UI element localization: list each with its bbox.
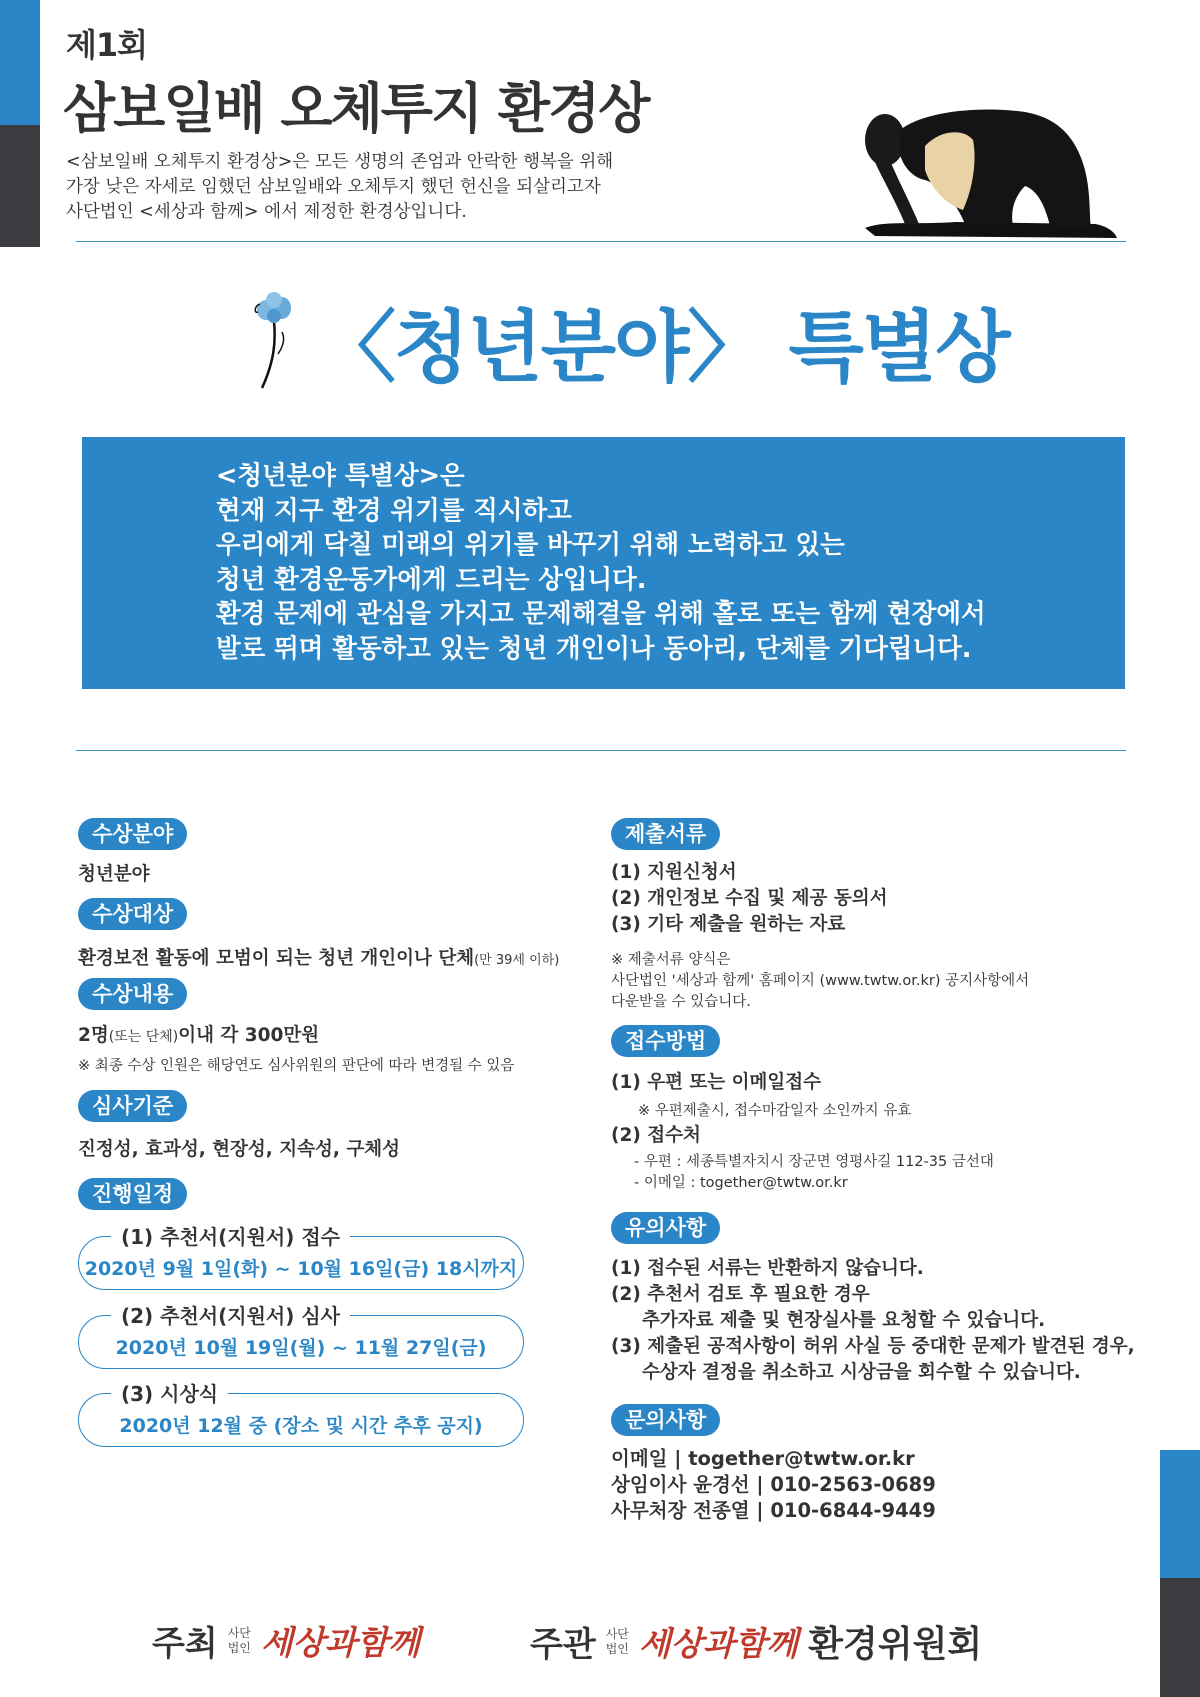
field-value: 청년분야 bbox=[78, 864, 150, 885]
notes-line: (2) 추천서 검토 후 필요한 경우 bbox=[611, 1284, 870, 1305]
documents-note-line: ※ 제출서류 양식은 bbox=[611, 952, 731, 968]
footer-host bbox=[152, 1616, 420, 1665]
prize-value bbox=[78, 1021, 319, 1047]
prize-count: 2명 bbox=[78, 1025, 109, 1046]
organizer-label: 주관 bbox=[530, 1625, 596, 1665]
documents-note-line: 사단법인 '세상과 함께' 홈페이지 (www.twtw.or.kr) 공지사항에서 bbox=[611, 973, 1030, 989]
corp-line: 사단 bbox=[227, 1625, 251, 1640]
host-label: 주최 bbox=[152, 1624, 218, 1664]
schedule-dates: 2020년 10월 19일(월) ~ 11월 27일(금) bbox=[115, 1337, 487, 1359]
criteria-label: 심사기준 bbox=[78, 1090, 187, 1122]
schedule-dates: 2020년 12월 중 (장소 및 시간 추후 공지) bbox=[119, 1415, 483, 1437]
contact-list bbox=[611, 1446, 936, 1524]
submission-email[interactable]: - 이메일 : together@twtw.or.kr bbox=[634, 1175, 848, 1191]
criteria-value: 진정성, 효과성, 현장성, 지속성, 구체성 bbox=[78, 1139, 400, 1160]
documents-note bbox=[611, 950, 1029, 1013]
corp-mark bbox=[228, 1626, 251, 1656]
corp-line: 사단 bbox=[605, 1626, 629, 1641]
schedule-item bbox=[78, 1225, 524, 1290]
intro-line: 가장 낮은 자세로 임했던 삼보일배와 오체투지 했던 헌신을 되살리고자 bbox=[66, 177, 601, 197]
target-label: 수상대상 bbox=[78, 898, 187, 930]
target-text: 환경보전 활동에 모범이 되는 청년 개인이나 단체 bbox=[78, 948, 475, 969]
prize-note: ※ 최종 수상 인원은 해당연도 심사위원의 판단에 따라 변경될 수 있음 bbox=[78, 1058, 515, 1074]
prize-amount: 이내 각 300만원 bbox=[178, 1025, 320, 1046]
award-intro bbox=[66, 150, 613, 225]
documents-item: (3) 기타 제출을 원하는 자료 bbox=[611, 914, 846, 935]
documents-label: 제출서류 bbox=[611, 818, 720, 850]
contact-email[interactable]: 이메일 | together@twtw.or.kr bbox=[611, 1447, 915, 1470]
intro-line: 사단법인 <세상과 함께> 에서 제정한 환경상입니다. bbox=[66, 202, 467, 222]
target-value bbox=[78, 944, 559, 970]
edition-label: 제1회 bbox=[66, 26, 148, 64]
schedule-caption: (2) 추천서(지원서) 심사 bbox=[111, 1300, 350, 1329]
corp-line: 법인 bbox=[227, 1640, 251, 1655]
accent-bar-top-left bbox=[0, 0, 40, 125]
schedule-caption: (1) 추천서(지원서) 접수 bbox=[111, 1221, 350, 1250]
contact-line: 사무처장 전종열 | 010-6844-9449 bbox=[611, 1499, 936, 1522]
description-line: 현재 지구 환경 위기를 직시하고 bbox=[216, 495, 572, 526]
schedule-item bbox=[78, 1382, 524, 1447]
schedule-caption: (3) 시상식 bbox=[111, 1378, 228, 1407]
main-title: 〈청년분야〉 특별상 bbox=[318, 303, 1009, 393]
committee-label: 환경위원회 bbox=[808, 1624, 983, 1665]
schedule-item bbox=[78, 1304, 524, 1369]
notes-label: 유의사항 bbox=[611, 1212, 720, 1244]
notes-list bbox=[611, 1256, 1135, 1386]
documents-note-line: 다운받을 수 있습니다. bbox=[611, 994, 751, 1010]
prize-label: 수상내용 bbox=[78, 978, 187, 1010]
schedule-label: 진행일정 bbox=[78, 1178, 187, 1210]
bowing-figure-illustration bbox=[845, 100, 1125, 242]
flower-icon bbox=[252, 292, 298, 392]
description-line: 발로 뛰며 활동하고 있는 청년 개인이나 동아리, 단체를 기다립니다. bbox=[216, 633, 972, 664]
submission-post: - 우편 : 세종특별자치시 장군면 영평사길 112-35 금선대 bbox=[634, 1154, 994, 1170]
brand-logo: 세상과함께 bbox=[260, 1623, 421, 1662]
footer-organizer bbox=[530, 1616, 982, 1667]
prize-count-note: (또는 단체) bbox=[108, 1029, 179, 1045]
submission-method-note: ※ 우편제출시, 접수마감일자 소인까지 유효 bbox=[638, 1103, 912, 1119]
contact-line: 상임이사 윤경선 | 010-2563-0689 bbox=[611, 1473, 936, 1496]
documents-item: (2) 개인정보 수집 및 제공 동의서 bbox=[611, 888, 888, 909]
description-line: <청년분야 특별상>은 bbox=[216, 461, 465, 491]
documents-list bbox=[611, 860, 887, 938]
divider-top bbox=[76, 241, 1126, 242]
accent-bar-bottom-right bbox=[1160, 1450, 1200, 1578]
notes-line: 추가자료 제출 및 현장실사를 요청할 수 있습니다. bbox=[642, 1310, 1046, 1331]
contact-label: 문의사항 bbox=[611, 1404, 720, 1436]
description-line: 환경 문제에 관심을 가지고 문제해결을 위해 홀로 또는 함께 현장에서 bbox=[216, 599, 986, 629]
documents-item: (1) 지원신청서 bbox=[611, 862, 737, 883]
intro-line: <삼보일배 오체투지 환경상>은 모든 생명의 존엄과 안락한 행복을 위해 bbox=[66, 152, 614, 172]
description-line: 청년 환경운동가에게 드리는 상입니다. bbox=[216, 564, 647, 595]
submission-place: (2) 접수처 bbox=[611, 1125, 701, 1146]
description-box bbox=[82, 437, 1125, 689]
corp-line: 법인 bbox=[605, 1641, 629, 1656]
divider-middle bbox=[76, 750, 1126, 751]
dark-bar-top-left bbox=[0, 125, 40, 247]
target-age-note: (만 39세 이하) bbox=[474, 953, 560, 968]
dark-bar-bottom-right bbox=[1160, 1578, 1200, 1697]
field-label: 수상분야 bbox=[78, 818, 187, 850]
award-title: 삼보일배 오체투지 환경상 bbox=[63, 77, 649, 140]
schedule-dates: 2020년 9월 1일(화) ~ 10월 16일(금) 18시까지 bbox=[84, 1258, 518, 1280]
notes-line: (1) 접수된 서류는 반환하지 않습니다. bbox=[611, 1258, 924, 1279]
description-line: 우리에게 닥칠 미래의 위기를 바꾸기 위해 노력하고 있는 bbox=[216, 530, 845, 560]
brand-logo: 세상과함께 bbox=[638, 1624, 799, 1663]
submission-method: (1) 우편 또는 이메일접수 bbox=[611, 1072, 821, 1093]
submission-label: 접수방법 bbox=[611, 1025, 720, 1057]
notes-line: (3) 제출된 공적사항이 허위 사실 등 중대한 문제가 발견된 경우, bbox=[611, 1336, 1135, 1357]
corp-mark bbox=[606, 1627, 629, 1657]
notes-line: 수상자 결정을 취소하고 시상금을 회수할 수 있습니다. bbox=[642, 1362, 1081, 1383]
